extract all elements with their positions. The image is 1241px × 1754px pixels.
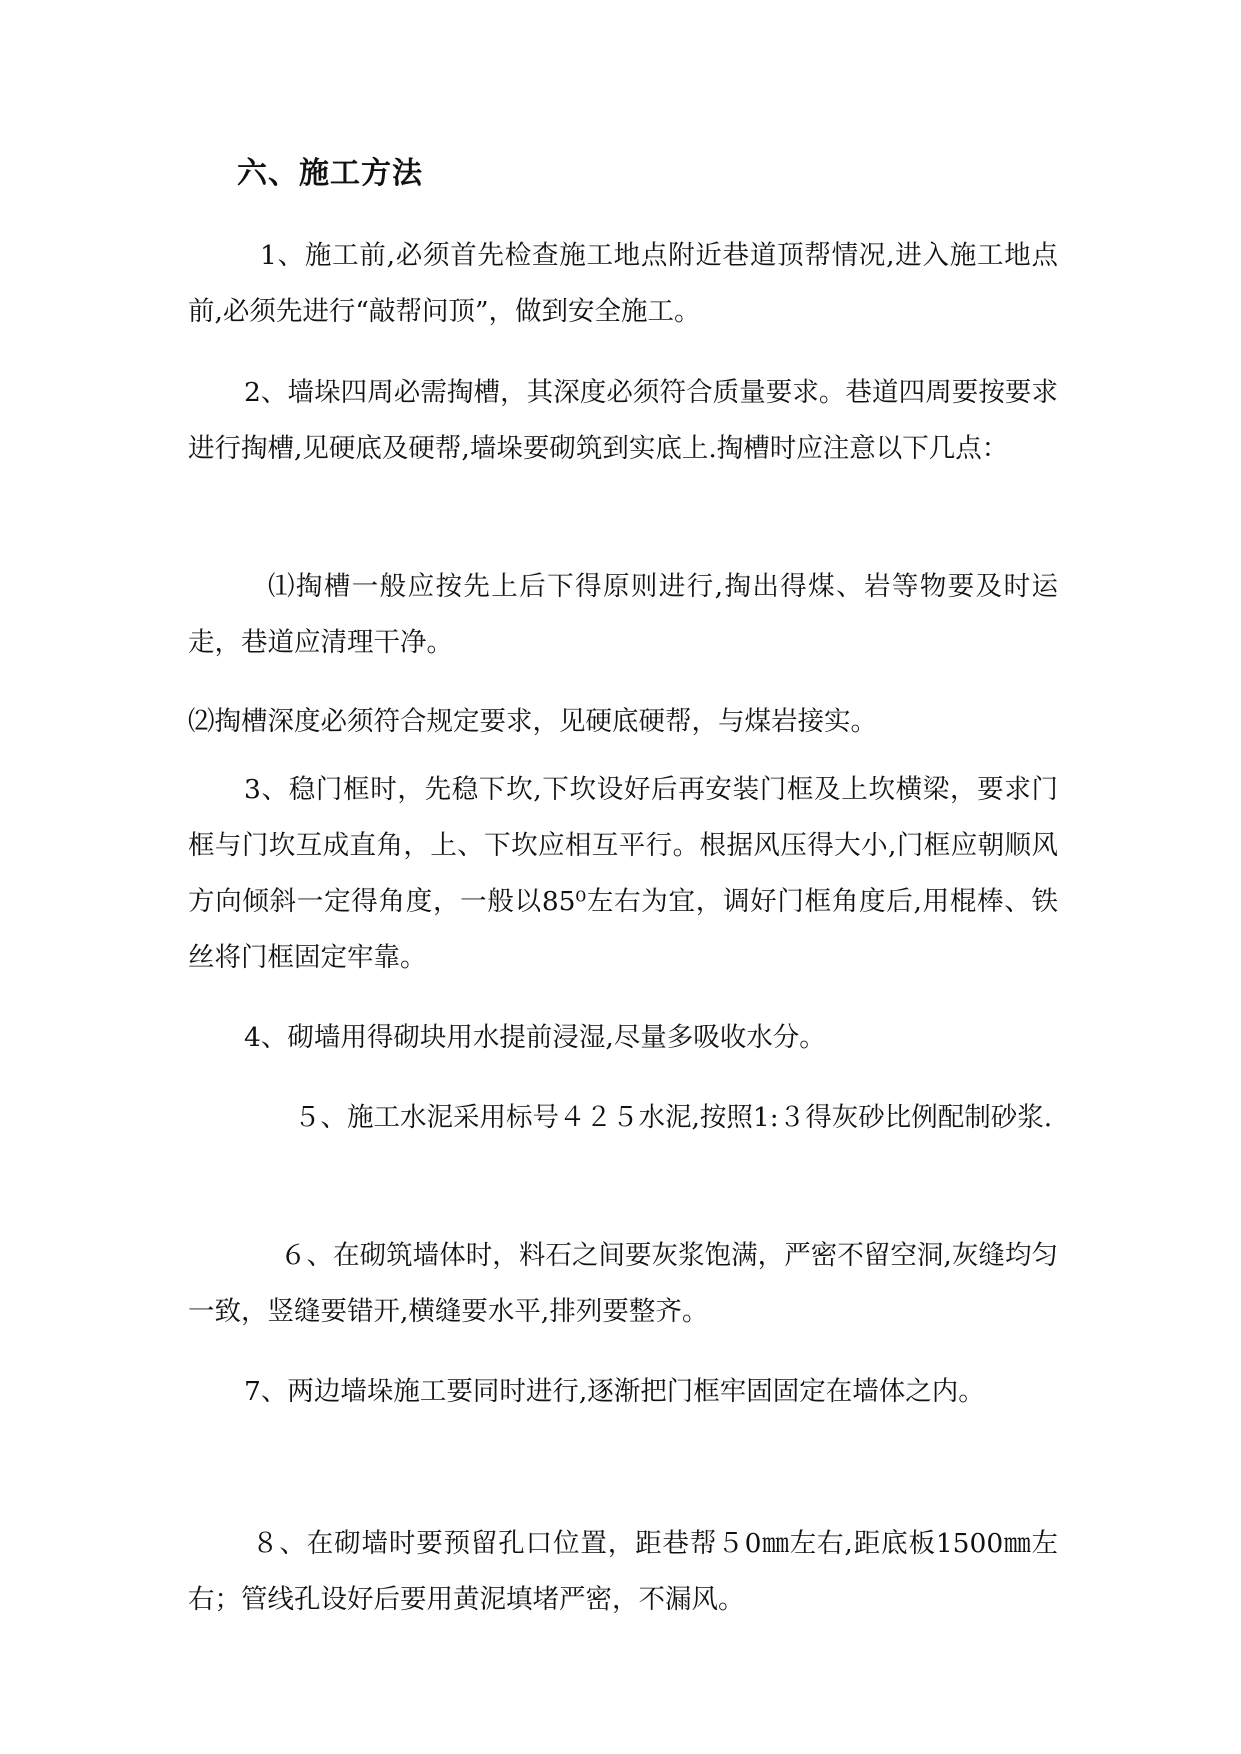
section-heading: 六、施工方法 bbox=[237, 156, 423, 191]
paragraph-2-item-1: ⑴掏槽一般应按先上后下得原则进行,掏出得煤、岩等物要及时运走，巷道应清理干净。 bbox=[188, 571, 1058, 658]
paragraph-1: 1、施工前,必须首先检查施工地点附近巷道顶帮情况,进入施工地点前,必须先进行“敲帮问顶”，做到安全施工。 bbox=[188, 240, 1058, 327]
paragraph-4: 4、砌墙用得砌块用水提前浸湿,尽量多吸收水分。 bbox=[244, 1022, 826, 1053]
paragraph-8: ８、在砌墙时要预留孔口位置，距巷帮５0㎜左右,距底板1500㎜左右；管线孔设好后要用黄泥填堵严密，不漏风。 bbox=[188, 1528, 1058, 1615]
paragraph-5: ５、施工水泥采用标号４２５水泥,按照1:３得灰砂比例配制砂浆. bbox=[294, 1102, 1053, 1133]
paragraph-3: 3、稳门框时，先稳下坎,下坎设好后再安装门框及上坎横梁，要求门框与门坎互成直角，上、下坎应相互平行。根据风压得大小,门框应朝顺风方向倾斜一定得角度，一般以85⁰左右为宜，调好门框角度后,用棍棒、铁丝将门框固定牢靠。 bbox=[188, 774, 1058, 973]
paragraph-7: 7、两边墙垛施工要同时进行,逐渐把门框牢固固定在墙体之内。 bbox=[244, 1376, 985, 1407]
paragraph-6: ６、在砌筑墙体时，料石之间要灰浆饱满，严密不留空洞,灰缝均匀一致，竖缝要错开,横缝要水平,排列要整齐。 bbox=[188, 1240, 1058, 1327]
paragraph-2: 2、墙垛四周必需掏槽，其深度必须符合质量要求。巷道四周要按要求进行掏槽,见硬底及硬帮,墙垛要砌筑到实底上.掏槽时应注意以下几点： bbox=[188, 377, 1058, 464]
paragraph-2-item-2: ⑵掏槽深度必须符合规定要求，见硬底硬帮，与煤岩接实。 bbox=[188, 706, 877, 737]
